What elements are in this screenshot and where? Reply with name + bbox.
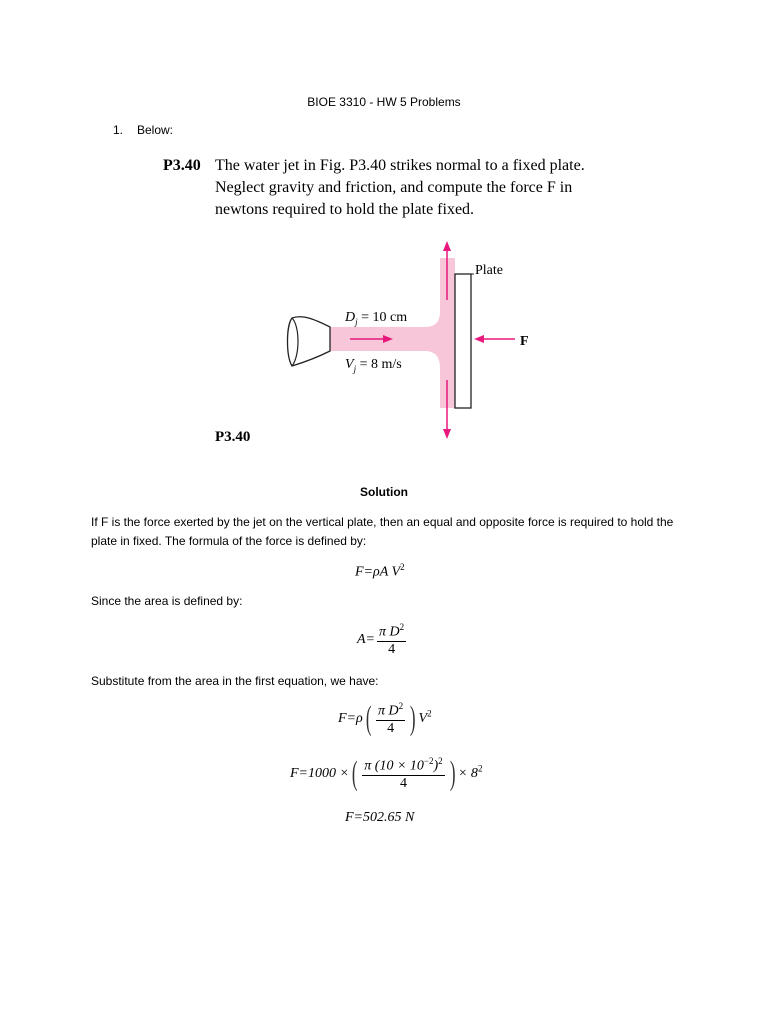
force-label: F: [520, 334, 529, 349]
problem-line-3: newtons required to hold the plate fixed.: [215, 201, 475, 218]
plate-label: Plate: [475, 263, 503, 278]
document-title: BIOE 3310 - HW 5 Problems: [307, 95, 461, 109]
solution-paragraph-3: Substitute from the area in the first equation, we have:: [91, 674, 379, 688]
list-text: Below:: [137, 123, 174, 137]
equation-result: F=502.65 N: [345, 810, 415, 825]
equation-numeric: F=1000 ×( $\frac{\pi (10 \times 10^{-2})^2}{4}$ ) × $8^2$: [290, 755, 483, 792]
jet-stream: [330, 258, 455, 408]
solution-paragraph-2: Since the area is defined by:: [91, 594, 243, 608]
equation-substituted: F=ρ( $\frac{\pi D^2}{4}$ ) $V^2$: [338, 700, 432, 737]
problem-id: P3.40: [163, 157, 201, 174]
problem-line-2: Neglect gravity and friction, and compute the force F in: [215, 179, 573, 196]
force-arrow: [474, 335, 515, 343]
equation-force: F=ρA $V^2$: [355, 562, 405, 580]
jet-plate-figure: [0, 0, 768, 480]
solution-heading: Solution: [360, 485, 408, 499]
figure-caption: P3.40: [215, 429, 251, 445]
plate: [455, 274, 471, 408]
equation-area: A= $\frac{\pi D^2}{4}$: [357, 622, 405, 657]
vj-label: $V_j = 8$ m/s: [345, 357, 402, 374]
list-number: 1.: [113, 123, 124, 137]
solution-paragraph-1: If F is the force exerted by the jet on the vertical plate, then an equal and opposite force is required to hold the plate in fixed. The formula of the force is defined by:: [91, 515, 674, 548]
problem-line-1: The water jet in Fig. P3.40 strikes normal to a fixed plate.: [215, 157, 585, 174]
nozzle-shape: [288, 317, 331, 366]
dj-label: $D_j = 10$ cm: [345, 310, 408, 327]
